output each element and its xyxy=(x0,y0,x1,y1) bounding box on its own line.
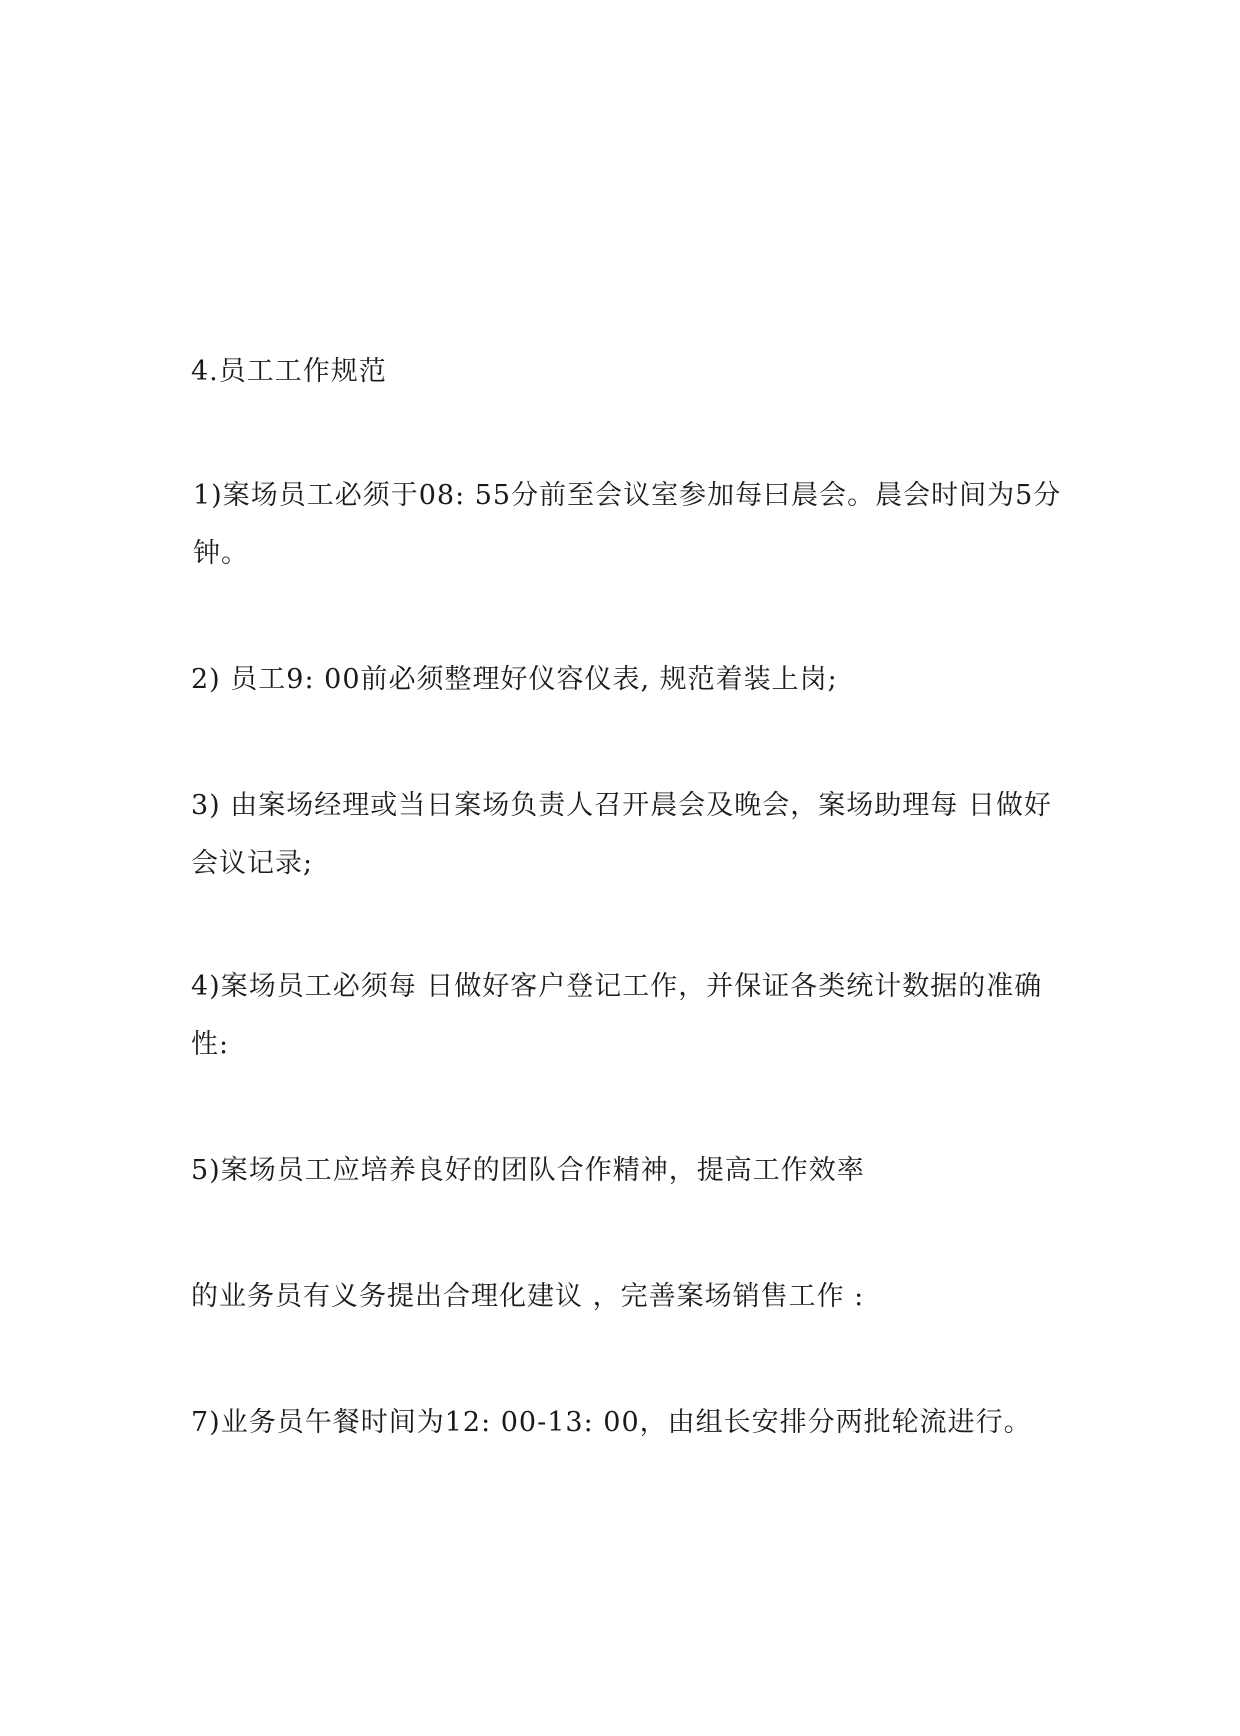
section-heading: 4.员工工作规范 xyxy=(191,356,387,387)
rule-item-2: 2) 员工9: 00前必须整理好仪容仪表, 规范着装上岗; xyxy=(191,664,838,695)
rule-item-1: 1)案场员工必须于08: 55分前至会议室参加每曰晨会。晨会时间为5分钟。 xyxy=(193,480,1062,569)
rule-item-7: 7)业务员午餐时间为12: 00-13: 00，由组长安排分两批轮流进行。 xyxy=(191,1407,1032,1438)
rule-item-3: 3) 由案场经理或当日案场负责人召开晨会及晚会，案场助理每 日做好会议记录; xyxy=(191,790,1052,879)
rule-item-5: 5)案场员工应培养良好的团队合作精神，提高工作效率 xyxy=(191,1155,865,1186)
rule-item-4: 4)案场员工必须每 日做好客户登记工作，并保证各类统计数据的准确性: xyxy=(191,971,1043,1060)
rule-item-6: 的业务员有义务提出合理化建议 ，完善案场销售工作 : xyxy=(191,1281,865,1312)
